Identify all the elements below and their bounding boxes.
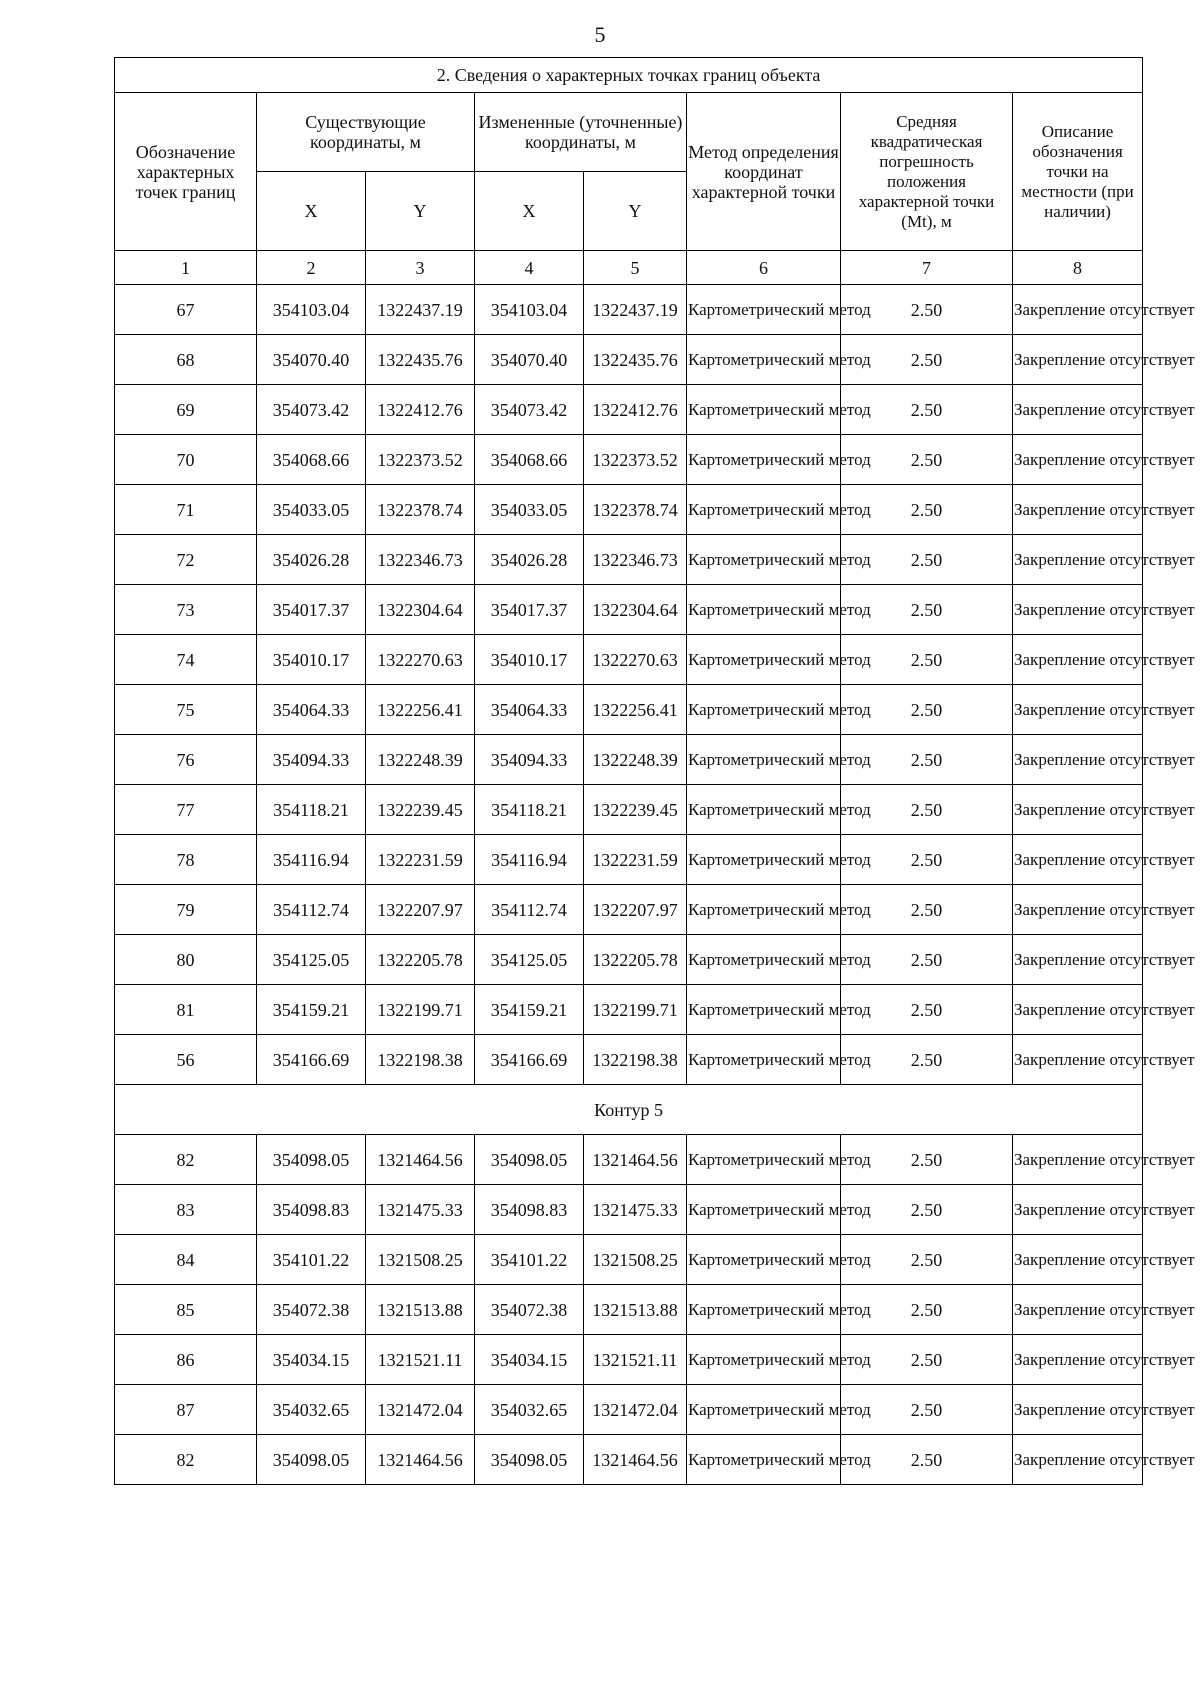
- method-cell: Картометрический метод: [687, 1135, 841, 1185]
- method-cell: Картометрический метод: [687, 535, 841, 585]
- existing-y-cell: 1321475.33: [366, 1185, 475, 1235]
- changed-y-cell: 1322207.97: [584, 885, 687, 935]
- changed-x-cell: 354032.65: [475, 1385, 584, 1435]
- point-cell: 82: [115, 1135, 257, 1185]
- existing-y-cell: 1322256.41: [366, 685, 475, 735]
- existing-x-cell: 354033.05: [257, 485, 366, 535]
- changed-y-cell: 1322270.63: [584, 635, 687, 685]
- description-cell: Закрепление отсутствует: [1013, 585, 1143, 635]
- changed-y-cell: 1322231.59: [584, 835, 687, 885]
- table-row: [115, 435, 1143, 485]
- existing-x-cell: 354112.74: [257, 885, 366, 935]
- existing-x-cell: 354103.04: [257, 285, 366, 335]
- existing-x-cell: 354073.42: [257, 385, 366, 435]
- table-row: [115, 935, 1143, 985]
- table-row: [115, 885, 1143, 935]
- table-row: [115, 1135, 1143, 1185]
- table-row: [115, 635, 1143, 685]
- method-cell: Картометрический метод: [687, 685, 841, 735]
- table-row: [115, 985, 1143, 1035]
- description-cell: Закрепление отсутствует: [1013, 1285, 1143, 1335]
- table-row: [115, 835, 1143, 885]
- existing-y-cell: 1322412.76: [366, 385, 475, 435]
- method-cell: Картометрический метод: [687, 985, 841, 1035]
- description-cell: Закрепление отсутствует: [1013, 885, 1143, 935]
- existing-y-cell: 1322199.71: [366, 985, 475, 1035]
- description-cell: Закрепление отсутствует: [1013, 1435, 1143, 1485]
- method-cell: Картометрический метод: [687, 485, 841, 535]
- existing-y-cell: 1322346.73: [366, 535, 475, 585]
- mean-error-cell: 2.50: [841, 1185, 1013, 1235]
- description-cell: Закрепление отсутствует: [1013, 785, 1143, 835]
- method-cell: Картометрический метод: [687, 285, 841, 335]
- column-number: 4: [475, 251, 584, 285]
- existing-y-cell: 1322231.59: [366, 835, 475, 885]
- existing-y-cell: 1322198.38: [366, 1035, 475, 1085]
- mean-error-cell: 2.50: [841, 385, 1013, 435]
- mean-error-cell: 2.50: [841, 585, 1013, 635]
- point-cell: 86: [115, 1335, 257, 1385]
- existing-x-cell: 354094.33: [257, 735, 366, 785]
- changed-y-cell: 1322304.64: [584, 585, 687, 635]
- point-cell: 78: [115, 835, 257, 885]
- description-cell: Закрепление отсутствует: [1013, 335, 1143, 385]
- method-cell: Картометрический метод: [687, 835, 841, 885]
- existing-x-cell: 354070.40: [257, 335, 366, 385]
- mean-error-cell: 2.50: [841, 1235, 1013, 1285]
- mean-error-cell: 2.50: [841, 285, 1013, 335]
- existing-x-cell: 354034.15: [257, 1335, 366, 1385]
- boundary-points-table: [114, 57, 1195, 1485]
- point-cell: 75: [115, 685, 257, 735]
- method-cell: Картометрический метод: [687, 335, 841, 385]
- existing-y-cell: 1322270.63: [366, 635, 475, 685]
- changed-x-cell: 354166.69: [475, 1035, 584, 1085]
- existing-y-cell: 1322205.78: [366, 935, 475, 985]
- column-number: 3: [366, 251, 475, 285]
- point-cell: 73: [115, 585, 257, 635]
- method-cell: Картометрический метод: [687, 885, 841, 935]
- mean-error-cell: 2.50: [841, 785, 1013, 835]
- existing-y-cell: 1322239.45: [366, 785, 475, 835]
- changed-y-cell: 1322198.38: [584, 1035, 687, 1085]
- point-cell: 85: [115, 1285, 257, 1335]
- changed-y-cell: 1322378.74: [584, 485, 687, 535]
- changed-x-cell: 354118.21: [475, 785, 584, 835]
- description-cell: Закрепление отсутствует: [1013, 535, 1143, 585]
- method-cell: Картометрический метод: [687, 635, 841, 685]
- mean-error-cell: 2.50: [841, 835, 1013, 885]
- description-cell: Закрепление отсутствует: [1013, 735, 1143, 785]
- changed-y-cell: 1322437.19: [584, 285, 687, 335]
- changed-x-cell: 354159.21: [475, 985, 584, 1035]
- method-cell: Картометрический метод: [687, 1185, 841, 1235]
- table-row: [115, 685, 1143, 735]
- column-number: 2: [257, 251, 366, 285]
- method-cell: Картометрический метод: [687, 1035, 841, 1085]
- column-number: 6: [687, 251, 841, 285]
- method-cell: Картометрический метод: [687, 785, 841, 835]
- header-description: Описание обозначения точки на местности (при наличии): [1013, 93, 1143, 251]
- method-cell: Картометрический метод: [687, 385, 841, 435]
- existing-x-cell: 354026.28: [257, 535, 366, 585]
- point-cell: 68: [115, 335, 257, 385]
- contour-label: Контур 5: [115, 1085, 1143, 1135]
- existing-y-cell: 1322373.52: [366, 435, 475, 485]
- contour-row: [115, 1085, 1143, 1135]
- table-row: [115, 485, 1143, 535]
- point-cell: 80: [115, 935, 257, 985]
- method-cell: Картометрический метод: [687, 935, 841, 985]
- description-cell: Закрепление отсутствует: [1013, 635, 1143, 685]
- column-number: 1: [115, 251, 257, 285]
- header-changed-y: Y: [584, 172, 687, 251]
- method-cell: Картометрический метод: [687, 1385, 841, 1435]
- changed-y-cell: 1322256.41: [584, 685, 687, 735]
- changed-x-cell: 354125.05: [475, 935, 584, 985]
- changed-y-cell: 1322205.78: [584, 935, 687, 985]
- point-cell: 83: [115, 1185, 257, 1235]
- existing-y-cell: 1322304.64: [366, 585, 475, 635]
- existing-y-cell: 1322207.97: [366, 885, 475, 935]
- changed-x-cell: 354073.42: [475, 385, 584, 435]
- changed-x-cell: 354101.22: [475, 1235, 584, 1285]
- mean-error-cell: 2.50: [841, 1135, 1013, 1185]
- header-existing-x: X: [257, 172, 366, 251]
- existing-x-cell: 354101.22: [257, 1235, 366, 1285]
- point-cell: 82: [115, 1435, 257, 1485]
- changed-y-cell: 1322373.52: [584, 435, 687, 485]
- table-row: [115, 385, 1143, 435]
- description-cell: Закрепление отсутствует: [1013, 935, 1143, 985]
- point-cell: 72: [115, 535, 257, 585]
- table-row: [115, 1335, 1143, 1385]
- table-title: 2. Сведения о характерных точках границ объекта: [115, 58, 1143, 93]
- description-cell: Закрепление отсутствует: [1013, 435, 1143, 485]
- table-row: [115, 1185, 1143, 1235]
- changed-y-cell: 1321464.56: [584, 1135, 687, 1185]
- mean-error-cell: 2.50: [841, 1385, 1013, 1435]
- existing-x-cell: 354098.83: [257, 1185, 366, 1235]
- existing-y-cell: 1321508.25: [366, 1235, 475, 1285]
- point-cell: 79: [115, 885, 257, 935]
- point-cell: 77: [115, 785, 257, 835]
- existing-y-cell: 1322248.39: [366, 735, 475, 785]
- table-row: [115, 1285, 1143, 1335]
- description-cell: Закрепление отсутствует: [1013, 285, 1143, 335]
- changed-x-cell: 354033.05: [475, 485, 584, 535]
- description-cell: Закрепление отсутствует: [1013, 685, 1143, 735]
- header-changed-coordinates: Измененные (уточненные) координаты, м: [475, 93, 687, 172]
- changed-y-cell: 1322248.39: [584, 735, 687, 785]
- page-number: 5: [594, 22, 606, 47]
- changed-y-cell: 1322346.73: [584, 535, 687, 585]
- changed-x-cell: 354010.17: [475, 635, 584, 685]
- method-cell: Картометрический метод: [687, 735, 841, 785]
- mean-error-cell: 2.50: [841, 735, 1013, 785]
- point-cell: 67: [115, 285, 257, 335]
- method-cell: Картометрический метод: [687, 1285, 841, 1335]
- point-cell: 69: [115, 385, 257, 435]
- header-mean-error: Средняя квадратическая погрешность положения характерной точки (Mt), м: [841, 93, 1013, 251]
- changed-x-cell: 354072.38: [475, 1285, 584, 1335]
- mean-error-cell: 2.50: [841, 935, 1013, 985]
- description-cell: Закрепление отсутствует: [1013, 1235, 1143, 1285]
- changed-x-cell: 354017.37: [475, 585, 584, 635]
- point-cell: 71: [115, 485, 257, 535]
- table-row: [115, 1435, 1143, 1485]
- existing-y-cell: 1322378.74: [366, 485, 475, 535]
- description-cell: Закрепление отсутствует: [1013, 835, 1143, 885]
- changed-y-cell: 1322412.76: [584, 385, 687, 435]
- header-point-designation: Обозначение характерных точек границ: [115, 93, 257, 251]
- existing-x-cell: 354118.21: [257, 785, 366, 835]
- changed-x-cell: 354098.05: [475, 1435, 584, 1485]
- point-cell: 74: [115, 635, 257, 685]
- description-cell: Закрепление отсутствует: [1013, 1185, 1143, 1235]
- changed-y-cell: 1321472.04: [584, 1385, 687, 1435]
- existing-x-cell: 354032.65: [257, 1385, 366, 1435]
- changed-y-cell: 1321475.33: [584, 1185, 687, 1235]
- existing-y-cell: 1321521.11: [366, 1335, 475, 1385]
- header-changed-x: X: [475, 172, 584, 251]
- changed-x-cell: 354070.40: [475, 335, 584, 385]
- changed-x-cell: 354098.83: [475, 1185, 584, 1235]
- changed-x-cell: 354068.66: [475, 435, 584, 485]
- existing-x-cell: 354098.05: [257, 1135, 366, 1185]
- changed-y-cell: 1321508.25: [584, 1235, 687, 1285]
- description-cell: Закрепление отсутствует: [1013, 1335, 1143, 1385]
- point-cell: 70: [115, 435, 257, 485]
- mean-error-cell: 2.50: [841, 1285, 1013, 1335]
- method-cell: Картометрический метод: [687, 1235, 841, 1285]
- mean-error-cell: 2.50: [841, 1435, 1013, 1485]
- description-cell: Закрепление отсутствует: [1013, 485, 1143, 535]
- method-cell: Картометрический метод: [687, 1335, 841, 1385]
- mean-error-cell: 2.50: [841, 535, 1013, 585]
- changed-x-cell: 354098.05: [475, 1135, 584, 1185]
- existing-x-cell: 354068.66: [257, 435, 366, 485]
- header-method: Метод определения координат характерной точки: [687, 93, 841, 251]
- changed-x-cell: 354112.74: [475, 885, 584, 935]
- description-cell: Закрепление отсутствует: [1013, 1385, 1143, 1435]
- changed-y-cell: 1322239.45: [584, 785, 687, 835]
- table-row: [115, 1235, 1143, 1285]
- description-cell: Закрепление отсутствует: [1013, 1035, 1143, 1085]
- changed-x-cell: 354034.15: [475, 1335, 584, 1385]
- existing-x-cell: 354125.05: [257, 935, 366, 985]
- mean-error-cell: 2.50: [841, 1335, 1013, 1385]
- changed-x-cell: 354103.04: [475, 285, 584, 335]
- changed-y-cell: 1321464.56: [584, 1435, 687, 1485]
- description-cell: Закрепление отсутствует: [1013, 1135, 1143, 1185]
- column-number: 5: [584, 251, 687, 285]
- mean-error-cell: 2.50: [841, 485, 1013, 535]
- changed-x-cell: 354064.33: [475, 685, 584, 735]
- point-cell: 87: [115, 1385, 257, 1435]
- mean-error-cell: 2.50: [841, 335, 1013, 385]
- point-cell: 84: [115, 1235, 257, 1285]
- column-number: 7: [841, 251, 1013, 285]
- table-row: [115, 785, 1143, 835]
- table-row: [115, 285, 1143, 335]
- header-existing-coordinates: Существующие координаты, м: [257, 93, 475, 172]
- method-cell: Картометрический метод: [687, 435, 841, 485]
- existing-x-cell: 354159.21: [257, 985, 366, 1035]
- existing-x-cell: 354072.38: [257, 1285, 366, 1335]
- table-row: [115, 735, 1143, 785]
- description-cell: Закрепление отсутствует: [1013, 385, 1143, 435]
- mean-error-cell: 2.50: [841, 435, 1013, 485]
- point-cell: 81: [115, 985, 257, 1035]
- existing-x-cell: 354098.05: [257, 1435, 366, 1485]
- existing-x-cell: 354017.37: [257, 585, 366, 635]
- changed-x-cell: 354026.28: [475, 535, 584, 585]
- table-row: [115, 585, 1143, 635]
- column-number: 8: [1013, 251, 1143, 285]
- changed-y-cell: 1322435.76: [584, 335, 687, 385]
- mean-error-cell: 2.50: [841, 635, 1013, 685]
- changed-y-cell: 1321521.11: [584, 1335, 687, 1385]
- mean-error-cell: 2.50: [841, 685, 1013, 735]
- existing-x-cell: 354010.17: [257, 635, 366, 685]
- existing-x-cell: 354166.69: [257, 1035, 366, 1085]
- changed-y-cell: 1322199.71: [584, 985, 687, 1035]
- existing-y-cell: 1322435.76: [366, 335, 475, 385]
- changed-y-cell: 1321513.88: [584, 1285, 687, 1335]
- point-cell: 56: [115, 1035, 257, 1085]
- table-row: [115, 1035, 1143, 1085]
- existing-y-cell: 1322437.19: [366, 285, 475, 335]
- changed-x-cell: 354116.94: [475, 835, 584, 885]
- method-cell: Картометрический метод: [687, 585, 841, 635]
- existing-x-cell: 354116.94: [257, 835, 366, 885]
- table-row: [115, 1385, 1143, 1435]
- existing-y-cell: 1321513.88: [366, 1285, 475, 1335]
- existing-y-cell: 1321464.56: [366, 1435, 475, 1485]
- existing-y-cell: 1321464.56: [366, 1135, 475, 1185]
- changed-x-cell: 354094.33: [475, 735, 584, 785]
- method-cell: Картометрический метод: [687, 1435, 841, 1485]
- table-row: [115, 535, 1143, 585]
- description-cell: Закрепление отсутствует: [1013, 985, 1143, 1035]
- existing-x-cell: 354064.33: [257, 685, 366, 735]
- existing-y-cell: 1321472.04: [366, 1385, 475, 1435]
- table-row: [115, 335, 1143, 385]
- point-cell: 76: [115, 735, 257, 785]
- mean-error-cell: 2.50: [841, 1035, 1013, 1085]
- header-existing-y: Y: [366, 172, 475, 251]
- mean-error-cell: 2.50: [841, 985, 1013, 1035]
- mean-error-cell: 2.50: [841, 885, 1013, 935]
